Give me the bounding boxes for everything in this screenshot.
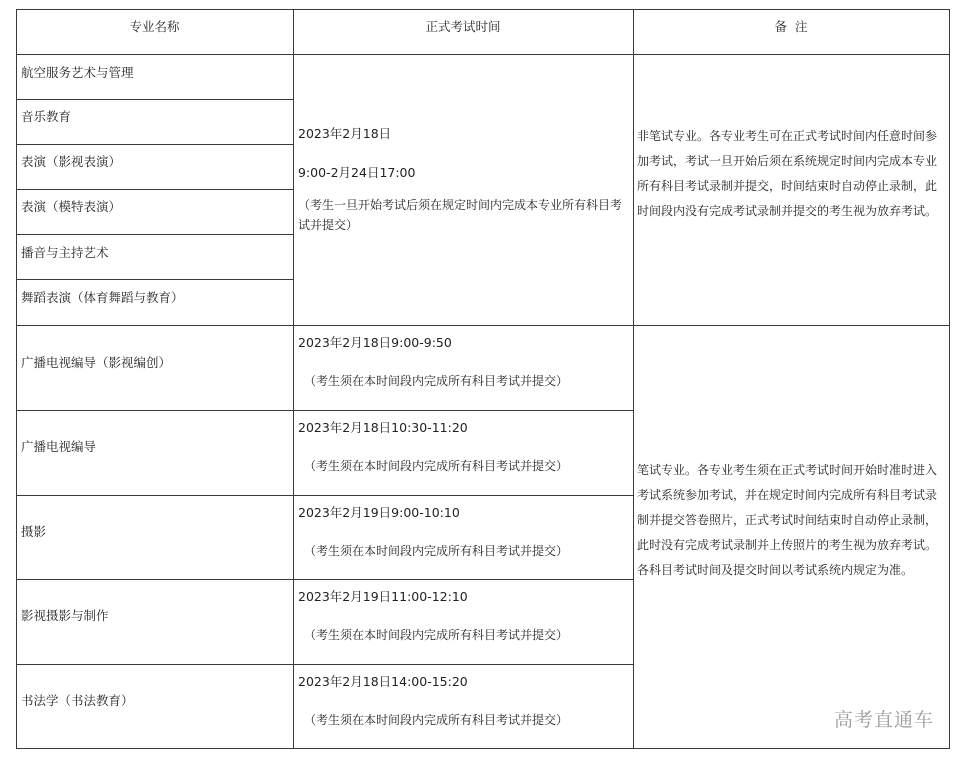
row-divider [16, 189, 293, 190]
exam-time: 2023年2月18日9:00-9:50 [298, 335, 452, 350]
exam-time-note: （考生须在本时间段内完成所有科目考试并提交） [304, 713, 569, 727]
col-divider-1 [293, 9, 294, 749]
row-divider [16, 99, 293, 100]
header-major-name: 专业名称 [129, 19, 180, 34]
exam-time-start: 2023年2月18日 [298, 126, 392, 141]
exam-time: 2023年2月18日14:00-15:20 [298, 674, 468, 689]
exam-time: 2023年2月18日10:30-11:20 [298, 420, 468, 435]
major-name: 书法学（书法教育） [21, 693, 134, 708]
major-name: 航空服务艺术与管理 [21, 65, 134, 80]
exam-time-note: （考生须在本时间段内完成所有科目考试并提交） [304, 544, 569, 558]
col-divider-2 [633, 9, 634, 749]
row-divider [16, 495, 633, 496]
row-divider [16, 234, 293, 235]
exam-time-note: （考生一旦开始考试后须在规定时间内完成本专业所有科目考试并提交） [298, 198, 623, 232]
table-border-right [949, 9, 950, 749]
exam-time: 2023年2月19日9:00-10:10 [298, 505, 460, 520]
remark-written: 笔试专业。各专业考生须在正式考试时间开始时准时进入考试系统参加考试，并在规定时间内完成所有科目考试录制并提交答卷照片，正式考试时间结束时自动停止录制，此时没有完成考试录制并上传照片的考生视为放弃考试。各科目考试时间及提交时间以考试系统内规定为准。 [637, 463, 938, 577]
watermark-logo-text: 高考直通车 [833, 709, 934, 731]
row-divider [16, 410, 633, 411]
major-name: 音乐教育 [21, 109, 72, 124]
exam-time: 2023年2月19日11:00-12:10 [298, 589, 468, 604]
row-divider [16, 144, 293, 145]
major-name: 表演（影视表演） [21, 154, 122, 169]
remark-non-written: 非笔试专业。各专业考生可在正式考试时间内任意时间参加考试，考试一旦开始后须在系统规定时间内完成本专业所有科目考试录制并提交，时间结束时自动停止录制，此时间段内没有完成考试录制并提交的考生视为放弃考试。 [637, 129, 938, 218]
table-border-left [16, 9, 17, 749]
row-divider [16, 664, 633, 665]
exam-time-range: 9:00-2月24日17:00 [298, 165, 416, 180]
exam-time-note: （考生须在本时间段内完成所有科目考试并提交） [304, 374, 569, 388]
group-divider [16, 325, 950, 326]
header-remarks: 备 注 [774, 19, 808, 34]
header-exam-time: 正式考试时间 [425, 19, 501, 34]
row-divider [16, 279, 293, 280]
major-name: 舞蹈表演（体育舞蹈与教育） [21, 290, 184, 305]
major-name: 播音与主持艺术 [21, 245, 109, 260]
major-name: 影视摄影与制作 [21, 608, 109, 623]
major-name: 摄影 [21, 524, 47, 539]
header-divider [16, 54, 950, 55]
major-name: 广播电视编导 [21, 439, 97, 454]
exam-time-note: （考生须在本时间段内完成所有科目考试并提交） [304, 628, 569, 642]
major-name: 表演（模特表演） [21, 199, 122, 214]
table-border-bottom [16, 748, 950, 749]
major-name: 广播电视编导（影视编创） [21, 355, 172, 370]
table-border-top [16, 9, 950, 10]
exam-time-note: （考生须在本时间段内完成所有科目考试并提交） [304, 459, 569, 473]
row-divider [16, 579, 633, 580]
